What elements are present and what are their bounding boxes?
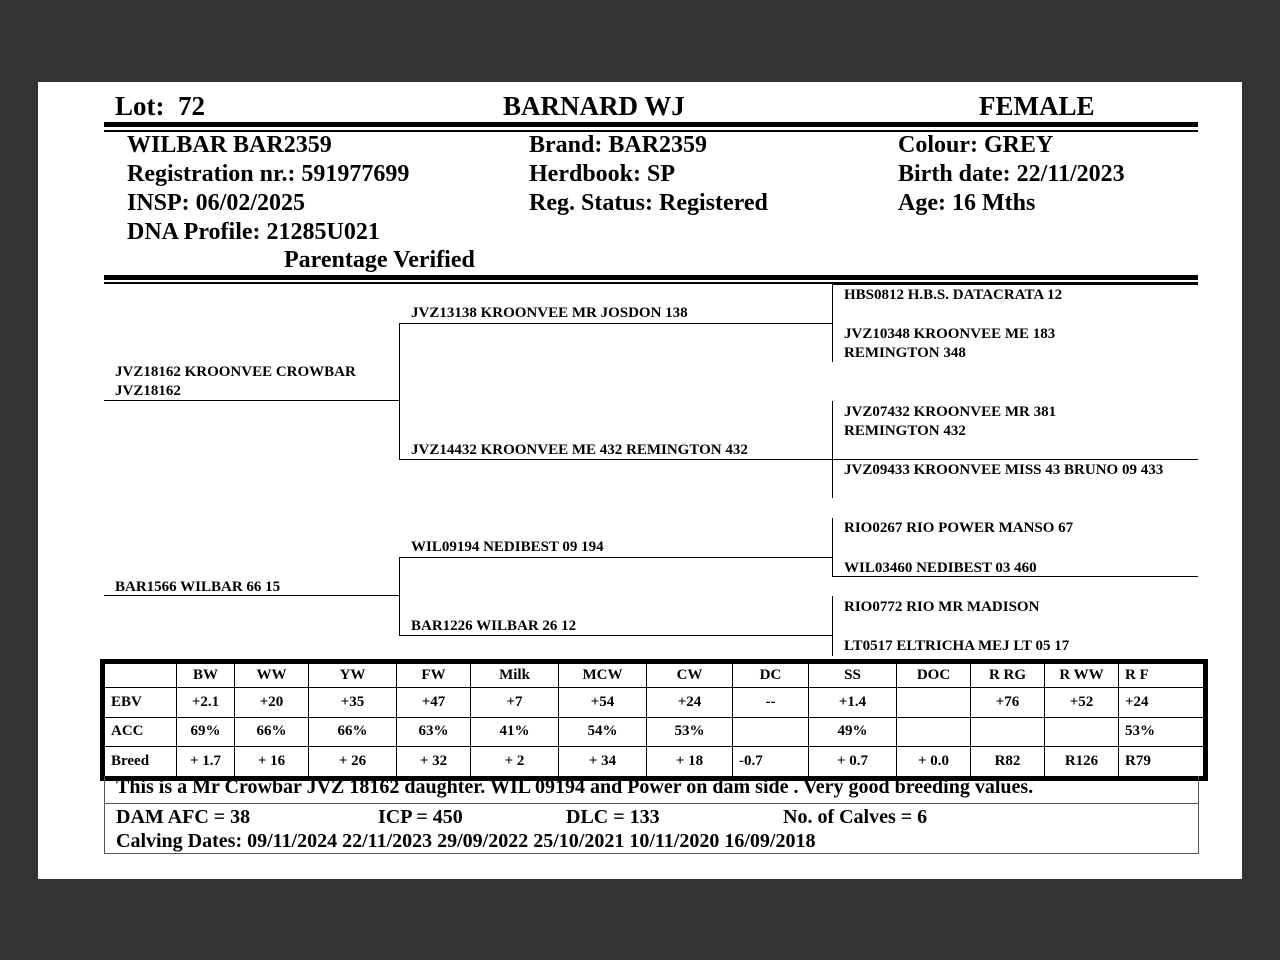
table-cell <box>733 717 809 747</box>
registration-number: Registration nr.: 591977699 <box>127 161 410 187</box>
sire-sire-bracket <box>832 284 833 362</box>
table-cell: +24 <box>647 688 733 718</box>
dam-dam: BAR1226 WILBAR 26 12 <box>411 618 577 634</box>
lot-label-text: Lot: <box>115 91 165 121</box>
column-header: FW <box>397 664 471 688</box>
parentage-status: Parentage Verified <box>284 247 475 273</box>
table-cell: -0.7 <box>733 747 809 777</box>
comment-box <box>104 776 1199 804</box>
table-cell <box>897 717 971 747</box>
animal-sex: FEMALE <box>979 91 1095 121</box>
dam-dam-sire: RIO0772 RIO MR MADISON <box>844 599 1040 615</box>
dam-line <box>104 595 400 596</box>
calving-box <box>104 803 1199 854</box>
sire-dam-line <box>399 459 833 460</box>
table-cell: 53% <box>1119 717 1204 747</box>
dam-dam-line <box>399 635 833 636</box>
table-cell: + 16 <box>235 747 309 777</box>
table-cell: R126 <box>1045 747 1119 777</box>
breeding-values-table <box>100 659 1208 781</box>
sss-line <box>832 284 1198 285</box>
sire-line <box>104 400 400 401</box>
table-cell: 41% <box>471 717 559 747</box>
column-header: CW <box>647 664 733 688</box>
row-label: ACC <box>105 717 177 747</box>
table-cell: +24 <box>1119 688 1204 718</box>
dam-sire-bracket <box>832 518 833 576</box>
column-header: YW <box>309 664 397 688</box>
dam-sire-dam: WIL03460 NEDIBEST 03 460 <box>844 560 1037 576</box>
table-cell: +52 <box>1045 688 1119 718</box>
info-rule-bottom <box>104 275 1198 280</box>
column-header: BW <box>177 664 235 688</box>
seller-name: BARNARD WJ <box>503 91 685 121</box>
dam-bracket <box>399 557 400 636</box>
table-cell: R82 <box>971 747 1045 777</box>
dam-sire-line <box>399 557 833 558</box>
sire-bracket <box>399 323 400 460</box>
column-header: WW <box>235 664 309 688</box>
table-cell: +7 <box>471 688 559 718</box>
column-header: DC <box>733 664 809 688</box>
table-row-breed <box>105 747 1204 777</box>
birth-date: Birth date: 22/11/2023 <box>898 161 1125 187</box>
table-cell: 53% <box>647 717 733 747</box>
sire-dam-sire: JVZ07432 KROONVEE MR 381 REMINGTON 432 <box>844 404 1057 439</box>
sire-dam-bracket <box>832 401 833 498</box>
table-cell: 69% <box>177 717 235 747</box>
column-header: R RG <box>971 664 1045 688</box>
insp-date: INSP: 06/02/2025 <box>127 190 306 216</box>
table-cell: + 26 <box>309 747 397 777</box>
table-cell: + 18 <box>647 747 733 777</box>
table-cell: +2.1 <box>177 688 235 718</box>
table-cell: 49% <box>809 717 897 747</box>
table-row-ebv <box>105 688 1204 718</box>
sire-dam-dam: JVZ09433 KROONVEE MISS 43 BRUNO 09 433 <box>844 462 1164 478</box>
dam-afc: DAM AFC = 38 <box>116 806 251 828</box>
registration-status: Reg. Status: Registered <box>529 190 768 216</box>
sire-sire: JVZ13138 KROONVEE MR JOSDON 138 <box>411 305 688 321</box>
table-cell: 66% <box>235 717 309 747</box>
table-cell: + 32 <box>397 747 471 777</box>
table-cell: + 34 <box>559 747 647 777</box>
sire-dam: JVZ14432 KROONVEE ME 432 REMINGTON 432 <box>411 442 748 458</box>
table-cell: + 0.7 <box>809 747 897 777</box>
table-cell: +1.4 <box>809 688 897 718</box>
lot-catalogue-page <box>38 82 1242 879</box>
sire: JVZ18162 KROONVEE CROWBAR JVZ18162 <box>115 364 356 399</box>
sire-sire-sire: HBS0812 H.B.S. DATACRATA 12 <box>844 287 1063 303</box>
lot-number: 72 <box>178 91 205 121</box>
dlc: DLC = 133 <box>566 806 660 828</box>
table-header-row <box>105 664 1204 688</box>
icp: ICP = 450 <box>378 806 463 828</box>
sds-line <box>832 459 1198 460</box>
comment-text: This is a Mr Crowbar JVZ 18162 daughter. WIL 09194 and Power on dam side . Very good breeding values. <box>116 776 1034 798</box>
dam: BAR1566 WILBAR 66 15 <box>115 579 281 595</box>
table-cell: + 2 <box>471 747 559 777</box>
column-header <box>105 664 177 688</box>
table-cell: + 1.7 <box>177 747 235 777</box>
column-header: SS <box>809 664 897 688</box>
table-row-acc <box>105 717 1204 747</box>
table-cell: +54 <box>559 688 647 718</box>
dam-dam-bracket <box>832 596 833 656</box>
table-cell: +35 <box>309 688 397 718</box>
table-cell: + 0.0 <box>897 747 971 777</box>
herdbook: Herdbook: SP <box>529 161 676 187</box>
column-header: R F <box>1119 664 1204 688</box>
table-cell: 66% <box>309 717 397 747</box>
table-cell: -- <box>733 688 809 718</box>
colour: Colour: GREY <box>898 132 1054 158</box>
lot-label <box>115 91 205 122</box>
row-label: Breed <box>105 747 177 777</box>
animal-name: WILBAR BAR2359 <box>127 132 332 158</box>
dna-profile: DNA Profile: 21285U021 <box>127 219 380 245</box>
age: Age: 16 Mths <box>898 190 1036 216</box>
dam-dam-dam: LT0517 ELTRICHA MEJ LT 05 17 <box>844 638 1070 654</box>
column-header: DOC <box>897 664 971 688</box>
column-header: MCW <box>559 664 647 688</box>
table-cell <box>971 717 1045 747</box>
dam-sire-sire: RIO0267 RIO POWER MANSO 67 <box>844 520 1074 536</box>
table-cell: 54% <box>559 717 647 747</box>
table-cell <box>1045 717 1119 747</box>
row-label: EBV <box>105 688 177 718</box>
number-of-calves: No. of Calves = 6 <box>783 806 928 828</box>
dam-sire: WIL09194 NEDIBEST 09 194 <box>411 539 604 555</box>
column-header: Milk <box>471 664 559 688</box>
brand: Brand: BAR2359 <box>529 132 708 158</box>
sire-sire-dam: JVZ10348 KROONVEE ME 183 REMINGTON 348 <box>844 326 1056 361</box>
calving-dates: Calving Dates: 09/11/2024 22/11/2023 29/09/2022 25/10/2021 10/11/2020 16/09/2018 <box>116 830 816 852</box>
header-rule-top <box>104 122 1198 127</box>
table-cell: +47 <box>397 688 471 718</box>
table-cell <box>897 688 971 718</box>
table-cell: R79 <box>1119 747 1204 777</box>
column-header: R WW <box>1045 664 1119 688</box>
table-cell: 63% <box>397 717 471 747</box>
sire-sire-line <box>399 323 833 324</box>
table-cell: +76 <box>971 688 1045 718</box>
table-cell: +20 <box>235 688 309 718</box>
